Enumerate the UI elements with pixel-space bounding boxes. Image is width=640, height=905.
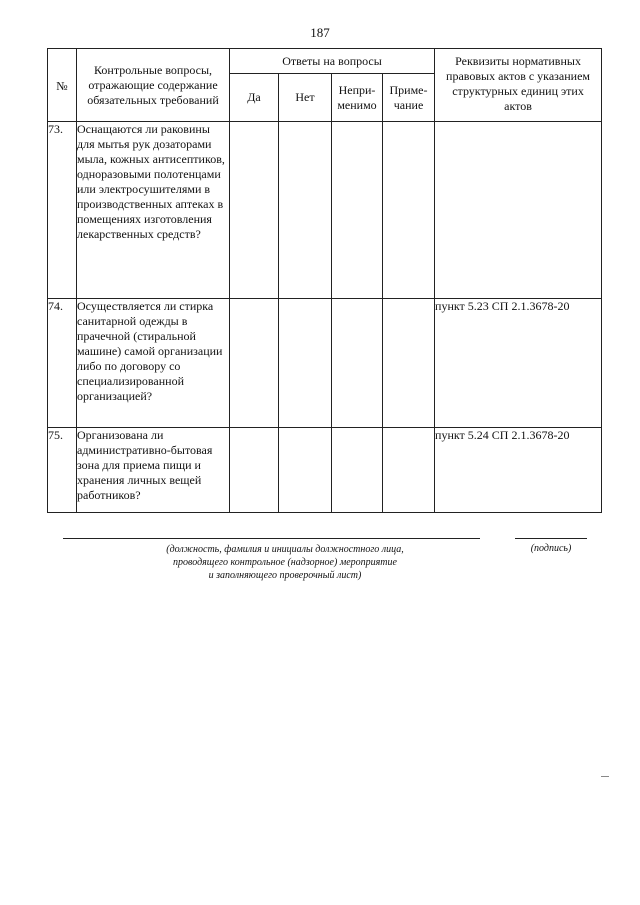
header-answer-not-applicable: Непри-менимо — [332, 74, 383, 122]
scan-edge-mark — [601, 776, 609, 777]
signature-sign-caption: (подпись) — [530, 543, 572, 554]
answer-not-applicable-cell[interactable] — [332, 299, 383, 428]
row-question: Оснащаются ли раковины для мытья рук дозаторами мыла, кожных антисептиков, одноразовыми полотенцами или электросушителями в производственных аптеках в помещениях изготовления лекарственных средств? — [77, 122, 230, 299]
answer-no-cell[interactable] — [279, 299, 332, 428]
row-number: 75. — [48, 428, 77, 513]
answer-yes-cell[interactable] — [230, 428, 279, 513]
answer-yes-cell[interactable] — [230, 299, 279, 428]
header-requisites: Реквизиты нормативных правовых актов с указанием структурных единиц этих актов — [435, 49, 602, 122]
header-row-top — [48, 49, 602, 74]
answer-note-cell[interactable] — [383, 122, 435, 299]
row-number: 73. — [48, 122, 77, 299]
row-question: Осуществляется ли стирка санитарной одежды в прачечной (стиральной машине) самой организации либо по договору со специализированной организацией? — [77, 299, 230, 428]
header-num: № — [48, 49, 77, 122]
table-row — [48, 428, 602, 513]
row-question: Организована ли административно-бытовая зона для приема пищи и хранения личных вещей работников? — [77, 428, 230, 513]
row-requisites: пункт 5.24 СП 2.1.3678-20 — [435, 428, 602, 513]
table-row — [48, 299, 602, 428]
header-answers-group: Ответы на вопросы — [230, 49, 435, 74]
header-answer-yes: Да — [230, 74, 279, 122]
header-answer-no: Нет — [279, 74, 332, 122]
row-requisites: пункт 5.23 СП 2.1.3678-20 — [435, 299, 602, 428]
table-row — [48, 122, 602, 299]
signature-caption-line: (должность, фамилия и инициалы должностного лица, — [166, 544, 404, 555]
header-answer-note: Приме-чание — [383, 74, 435, 122]
signature-caption — [110, 543, 460, 582]
signature-name-line[interactable] — [63, 538, 480, 539]
checklist-table — [47, 48, 602, 513]
row-requisites — [435, 122, 602, 299]
signature-sign-line[interactable] — [515, 538, 587, 539]
signature-caption-line: проводящего контрольное (надзорное) мероприятие — [173, 557, 397, 568]
answer-not-applicable-cell[interactable] — [332, 122, 383, 299]
signature-caption-line: и заполняющего проверочный лист) — [208, 570, 362, 581]
answer-not-applicable-cell[interactable] — [332, 428, 383, 513]
answer-note-cell[interactable] — [383, 299, 435, 428]
answer-yes-cell[interactable] — [230, 122, 279, 299]
page-number: 187 — [310, 25, 330, 40]
answer-note-cell[interactable] — [383, 428, 435, 513]
header-question: Контрольные вопросы, отражающие содержание обязательных требований — [77, 49, 230, 122]
answer-no-cell[interactable] — [279, 428, 332, 513]
row-number: 74. — [48, 299, 77, 428]
answer-no-cell[interactable] — [279, 122, 332, 299]
